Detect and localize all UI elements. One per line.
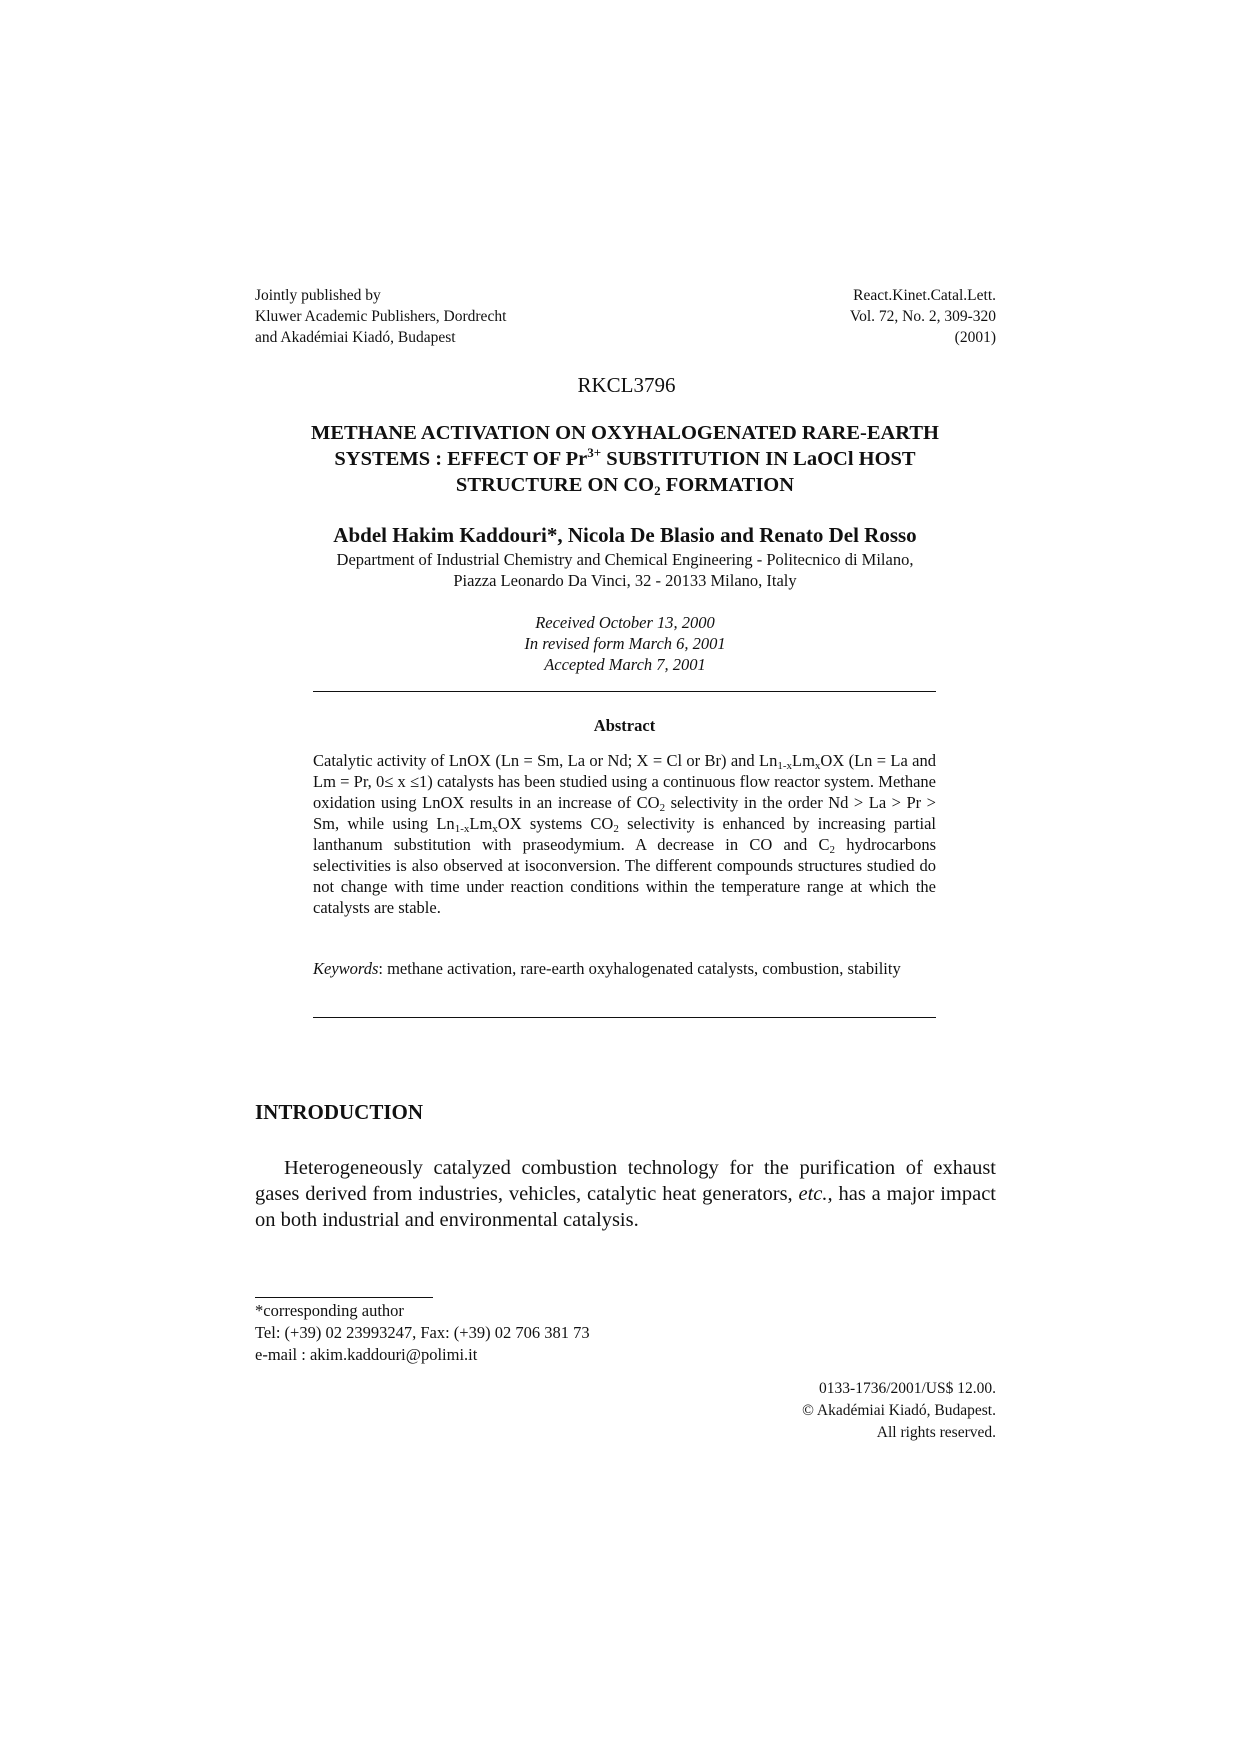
- dates: [240, 612, 1010, 675]
- copyright-line: © Akadémiai Kiadó, Budapest.: [802, 1402, 996, 1419]
- title-line-2: SYSTEMS : EFFECT OF $Pr^{3+}$ SUBSTITUTION IN LaOCl HOST: [334, 445, 916, 470]
- footnote: [255, 1300, 590, 1366]
- authors: Abdel Hakim Kaddouri*, Nicola De Blasio and Renato Del Rosso: [333, 523, 917, 547]
- abstract-text: Catalytic activity of LnOX (Ln = Sm, La or Nd; X = Cl or Br) and $Ln_{1-x}Lm_xOX$ (Ln = La and Lm = Pr, 0≤ x ≤1) catalysts has been studied using a continuous flow reactor system. Methane oxidation using LnOX results in an increase of $CO_2$ selectivity in the order Nd > La > Pr > Sm, while using $Ln_{1-x}Lm_xOX$ systems $CO_2$ selectivity is enhanced by increasing partial lanthanum substitution with praseodymium. A decrease in CO and $C_2$ hydrocarbons selectivities is also observed at isoconversion. The different compounds structures studied do not change with time under reaction conditions within the temperature range at which the catalysts are stable.: [313, 751, 936, 917]
- introduction-paragraph: Heterogeneously catalyzed combustion technology for the purification of exhaust gases derived from industries, vehicles, catalytic heat generators, etc., has a major impact on both industrial and environmental catalysis.: [255, 1157, 996, 1231]
- affiliation-line: Department of Industrial Chemistry and Chemical Engineering - Politecnico di Milano,: [336, 550, 914, 569]
- journal-line: React.Kinet.Catal.Lett.: [853, 287, 996, 304]
- footnote-line: *corresponding author: [255, 1301, 404, 1320]
- journal-line: (2001): [954, 329, 996, 346]
- keywords-label: Keywords: [313, 959, 379, 978]
- paper-title: [240, 420, 1010, 498]
- revised-date: In revised form March 6, 2001: [524, 634, 726, 653]
- journal-line: Vol. 72, No. 2, 309-320: [849, 308, 996, 325]
- publisher-line: Kluwer Academic Publishers, Dordrecht: [255, 308, 507, 325]
- keywords-text: : methane activation, rare-earth oxyhalogenated catalysts, combustion, stability: [378, 959, 901, 978]
- keywords: [313, 958, 936, 979]
- footnote-email: e-mail : akim.kaddouri@polimi.it: [255, 1345, 478, 1364]
- abstract-top-rule: [313, 691, 936, 692]
- abstract-heading: Abstract: [593, 716, 656, 735]
- title-line-1: METHANE ACTIVATION ON OXYHALOGENATED RARE-EARTH: [310, 422, 940, 444]
- footnote-line: Tel: (+39) 02 23993247, Fax: (+39) 02 706 381 73: [255, 1323, 590, 1342]
- publisher-line: and Akadémiai Kiadó, Budapest: [255, 329, 456, 346]
- paper-code: RKCL3796: [577, 373, 676, 397]
- copyright: [802, 1378, 996, 1444]
- copyright-line: 0133-1736/2001/US$ 12.00.: [819, 1380, 996, 1397]
- publisher-line: Jointly published by: [255, 287, 381, 304]
- journal-info: [850, 285, 996, 348]
- affiliation: [240, 549, 1010, 591]
- title-line-3: STRUCTURE ON $CO_2$ FORMATION: [455, 474, 795, 498]
- accepted-date: Accepted March 7, 2001: [544, 655, 706, 674]
- copyright-line: All rights reserved.: [876, 1424, 996, 1441]
- publisher-info: [255, 285, 506, 348]
- footnote-rule: [255, 1297, 433, 1298]
- introduction-heading: INTRODUCTION: [255, 1100, 424, 1124]
- affiliation-line: Piazza Leonardo Da Vinci, 32 - 20133 Milano, Italy: [453, 571, 797, 590]
- received-date: Received October 13, 2000: [535, 613, 715, 632]
- abstract-bottom-rule: [313, 1017, 936, 1018]
